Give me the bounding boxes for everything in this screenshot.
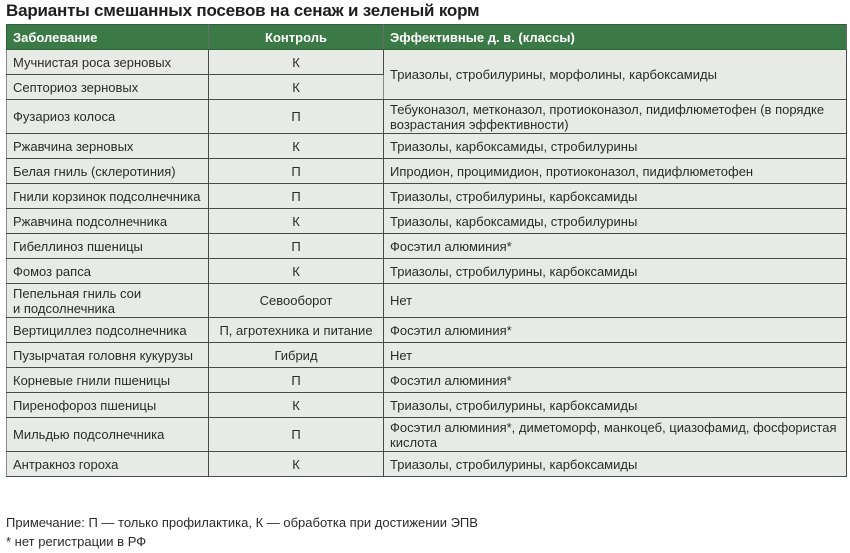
cell-control: П: [209, 184, 384, 209]
cell-control: К: [209, 259, 384, 284]
table-row: [7, 368, 847, 393]
cell-agents: Тебуконазол, метконазол, протиоконазол, пидифлюметофен (в порядке возрастания эффективности): [384, 100, 847, 134]
cell-disease: Мильдью подсолнечника: [7, 418, 209, 452]
cell-agents: Ипродион, процимидион, протиоконазол, пидифлюметофен: [384, 159, 847, 184]
cell-control: П: [209, 234, 384, 259]
cell-control: К: [209, 452, 384, 477]
cell-disease: Фомоз рапса: [7, 259, 209, 284]
cell-control: К: [209, 209, 384, 234]
cell-disease: Пепельная гниль сои и подсолнечника: [7, 284, 209, 318]
table-header-row: [7, 25, 847, 50]
cell-disease: Белая гниль (склеротиния): [7, 159, 209, 184]
cell-agents: Триазолы, карбоксамиды, стробилурины: [384, 209, 847, 234]
cell-agents: Фосэтил алюминия*: [384, 234, 847, 259]
cell-control: П: [209, 100, 384, 134]
cell-disease: Мучнистая роса зерновых: [7, 50, 209, 75]
cell-disease: Вертициллез подсолнечника: [7, 318, 209, 343]
header-agents: Эффективные д. в. (классы): [384, 25, 847, 50]
cell-disease: Фузариоз колоса: [7, 100, 209, 134]
header-disease: Заболевание: [7, 25, 209, 50]
table-row: [7, 159, 847, 184]
cell-disease: Ржавчина зерновых: [7, 134, 209, 159]
cell-agents: Нет: [384, 343, 847, 368]
asterisk-note: * нет регистрации в РФ: [6, 534, 147, 549]
table-row: [7, 452, 847, 477]
cell-disease: Септориоз зерновых: [7, 75, 209, 100]
table-row: [7, 234, 847, 259]
cell-disease: Пузырчатая головня кукурузы: [7, 343, 209, 368]
cell-control: П, агротехника и питание: [209, 318, 384, 343]
cell-agents: Триазолы, стробилурины, карбоксамиды: [384, 184, 847, 209]
cell-control: Севооборот: [209, 284, 384, 318]
cell-control: П: [209, 159, 384, 184]
cell-control: К: [209, 75, 384, 100]
cell-disease: Гнили корзинок подсолнечника: [7, 184, 209, 209]
table-row: [7, 209, 847, 234]
table-row: [7, 50, 847, 75]
cell-agents: Фосэтил алюминия*: [384, 318, 847, 343]
cell-control: К: [209, 393, 384, 418]
cell-control: Гибрид: [209, 343, 384, 368]
table-row: [7, 284, 847, 318]
cell-agents: Фосэтил алюминия*: [384, 368, 847, 393]
header-control: Контроль: [209, 25, 384, 50]
cell-control: П: [209, 418, 384, 452]
legend-note: Примечание: П — только профилактика, К — обработка при достижении ЭПВ: [6, 515, 478, 530]
cell-agents: Фосэтил алюминия*, диметоморф, манкоцеб, циазофамид, фосфористая кислота: [384, 418, 847, 452]
table-row: [7, 343, 847, 368]
table-row: [7, 259, 847, 284]
cell-disease: Антракноз гороха: [7, 452, 209, 477]
cell-control: П: [209, 368, 384, 393]
cell-agents: Триазолы, стробилурины, морфолины, карбоксамиды: [384, 50, 847, 100]
table-row: [7, 418, 847, 452]
table-row: [7, 318, 847, 343]
cell-agents: Триазолы, стробилурины, карбоксамиды: [384, 259, 847, 284]
table-row: [7, 134, 847, 159]
diseases-table: [6, 24, 847, 477]
cell-disease: Ржавчина подсолнечника: [7, 209, 209, 234]
cell-disease: Корневые гнили пшеницы: [7, 368, 209, 393]
cell-agents: Триазолы, карбоксамиды, стробилурины: [384, 134, 847, 159]
cell-control: К: [209, 50, 384, 75]
table-row: [7, 100, 847, 134]
table-row: [7, 184, 847, 209]
cell-disease: Гибеллиноз пшеницы: [7, 234, 209, 259]
cell-agents: Триазолы, стробилурины, карбоксамиды: [384, 452, 847, 477]
cell-agents: Триазолы, стробилурины, карбоксамиды: [384, 393, 847, 418]
table-title: Варианты смешанных посевов на сенаж и зеленый корм: [6, 1, 480, 20]
table-row: [7, 393, 847, 418]
cell-disease: Пиренофороз пшеницы: [7, 393, 209, 418]
cell-agents: Нет: [384, 284, 847, 318]
cell-control: К: [209, 134, 384, 159]
